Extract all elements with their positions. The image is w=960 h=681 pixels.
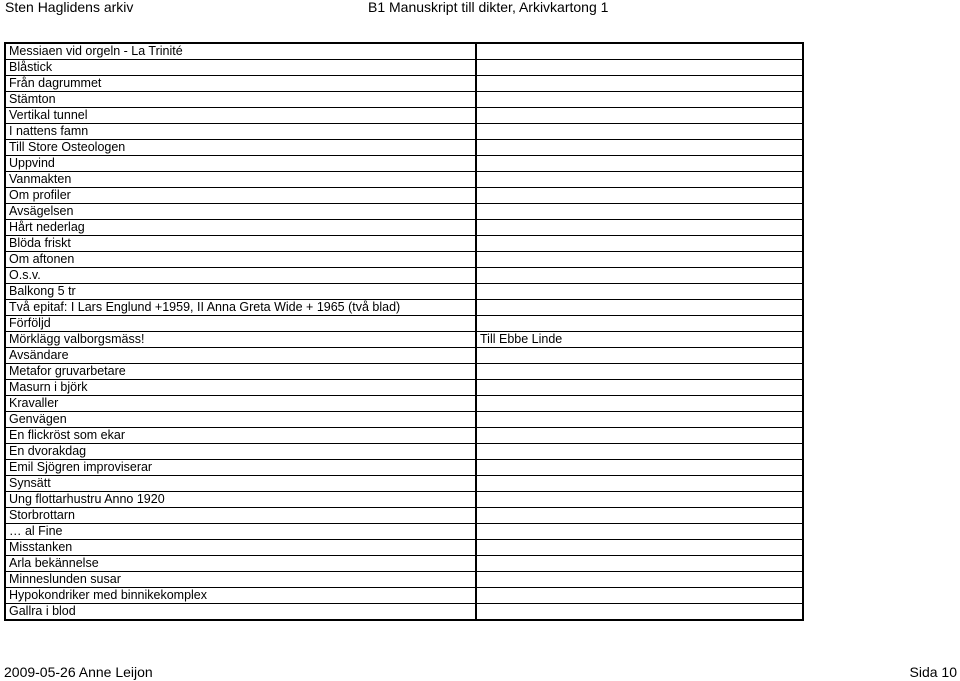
manuscript-note-cell — [476, 284, 803, 300]
table-row — [5, 220, 803, 236]
table-row — [5, 476, 803, 492]
manuscript-note-cell — [476, 444, 803, 460]
table-row — [5, 412, 803, 428]
manuscript-note-cell — [476, 204, 803, 220]
manuscript-title-cell: Misstanken — [5, 540, 476, 556]
manuscript-note-cell — [476, 236, 803, 252]
table-row — [5, 556, 803, 572]
table-row — [5, 572, 803, 588]
manuscript-note-cell — [476, 556, 803, 572]
table-row — [5, 540, 803, 556]
manuscript-note-cell — [476, 380, 803, 396]
table-row — [5, 204, 803, 220]
manuscript-title-cell: Vanmakten — [5, 172, 476, 188]
table-row — [5, 268, 803, 284]
header-archive-name: Sten Haglidens arkiv — [5, 0, 134, 15]
manuscript-note-cell — [476, 108, 803, 124]
manuscript-title-cell: Hårt nederlag — [5, 220, 476, 236]
manuscript-note-cell — [476, 428, 803, 444]
manuscript-title-cell: Avsägelsen — [5, 204, 476, 220]
manuscript-title-cell: Masurn i björk — [5, 380, 476, 396]
table-row — [5, 524, 803, 540]
manuscript-note-cell — [476, 540, 803, 556]
manuscript-title-cell: Blöda friskt — [5, 236, 476, 252]
manuscript-title-cell: Kravaller — [5, 396, 476, 412]
table-row — [5, 316, 803, 332]
manuscript-title-cell: Synsätt — [5, 476, 476, 492]
table-row — [5, 284, 803, 300]
manuscript-note-cell — [476, 348, 803, 364]
manuscript-note-cell — [476, 412, 803, 428]
manuscript-note-cell — [476, 156, 803, 172]
table-row — [5, 332, 803, 348]
manuscript-note-cell — [476, 140, 803, 156]
manuscript-note-cell — [476, 300, 803, 316]
manuscript-title-cell: Arla bekännelse — [5, 556, 476, 572]
table-row — [5, 60, 803, 76]
manuscript-title-cell: Hypokondriker med binnikekomplex — [5, 588, 476, 604]
manuscript-title-cell: En flickröst som ekar — [5, 428, 476, 444]
manuscript-title-cell: Metafor gruvarbetare — [5, 364, 476, 380]
table-row — [5, 300, 803, 316]
manuscript-note-cell — [476, 268, 803, 284]
manuscript-note-cell — [476, 76, 803, 92]
manuscript-note-cell — [476, 572, 803, 588]
manuscript-title-cell: Messiaen vid orgeln - La Trinité — [5, 43, 476, 60]
manuscript-note-cell — [476, 604, 803, 621]
table-row — [5, 124, 803, 140]
manuscript-table-body — [5, 43, 803, 620]
manuscript-note-cell — [476, 188, 803, 204]
manuscript-note-cell — [476, 316, 803, 332]
manuscript-title-cell: Genvägen — [5, 412, 476, 428]
table-row — [5, 140, 803, 156]
manuscript-title-cell: Om aftonen — [5, 252, 476, 268]
table-row — [5, 396, 803, 412]
manuscript-table — [4, 42, 804, 621]
manuscript-title-cell: O.s.v. — [5, 268, 476, 284]
table-row — [5, 236, 803, 252]
table-row — [5, 460, 803, 476]
manuscript-note-cell — [476, 43, 803, 60]
manuscript-note-cell: Till Ebbe Linde — [476, 332, 803, 348]
manuscript-title-cell: Två epitaf: I Lars Englund +1959, II Anna Greta Wide + 1965 (två blad) — [5, 300, 476, 316]
manuscript-title-cell: Emil Sjögren improviserar — [5, 460, 476, 476]
manuscript-note-cell — [476, 492, 803, 508]
manuscript-title-cell: Förföljd — [5, 316, 476, 332]
table-row — [5, 428, 803, 444]
table-row — [5, 492, 803, 508]
table-row — [5, 172, 803, 188]
footer-date-author: 2009-05-26 Anne Leijon — [4, 664, 153, 680]
manuscript-title-cell: Från dagrummet — [5, 76, 476, 92]
table-row — [5, 252, 803, 268]
manuscript-title-cell: … al Fine — [5, 524, 476, 540]
manuscript-title-cell: Till Store Osteologen — [5, 140, 476, 156]
manuscript-note-cell — [476, 92, 803, 108]
table-row — [5, 43, 803, 60]
manuscript-note-cell — [476, 588, 803, 604]
manuscript-title-cell: Vertikal tunnel — [5, 108, 476, 124]
manuscript-title-cell: Ung flottarhustru Anno 1920 — [5, 492, 476, 508]
manuscript-note-cell — [476, 364, 803, 380]
manuscript-title-cell: Avsändare — [5, 348, 476, 364]
manuscript-note-cell — [476, 172, 803, 188]
manuscript-title-cell: Stämton — [5, 92, 476, 108]
table-row — [5, 76, 803, 92]
manuscript-title-cell: Gallra i blod — [5, 604, 476, 621]
manuscript-note-cell — [476, 252, 803, 268]
manuscript-note-cell — [476, 396, 803, 412]
table-row — [5, 92, 803, 108]
footer-page-number: Sida 10 — [909, 664, 957, 680]
table-row — [5, 604, 803, 621]
table-row — [5, 444, 803, 460]
manuscript-note-cell — [476, 124, 803, 140]
table-row — [5, 364, 803, 380]
manuscript-title-cell: Om profiler — [5, 188, 476, 204]
manuscript-title-cell: Blåstick — [5, 60, 476, 76]
table-row — [5, 380, 803, 396]
table-row — [5, 348, 803, 364]
table-row — [5, 156, 803, 172]
manuscript-note-cell — [476, 220, 803, 236]
manuscript-note-cell — [476, 476, 803, 492]
manuscript-title-cell: En dvorakdag — [5, 444, 476, 460]
manuscript-title-cell: I nattens famn — [5, 124, 476, 140]
manuscript-note-cell — [476, 460, 803, 476]
manuscript-title-cell: Mörklägg valborgsmäss! — [5, 332, 476, 348]
manuscript-note-cell — [476, 60, 803, 76]
header-document-title: B1 Manuskript till dikter, Arkivkartong 1 — [368, 0, 609, 15]
manuscript-title-cell: Minneslunden susar — [5, 572, 476, 588]
manuscript-note-cell — [476, 508, 803, 524]
manuscript-title-cell: Uppvind — [5, 156, 476, 172]
table-row — [5, 188, 803, 204]
table-row — [5, 508, 803, 524]
table-row — [5, 588, 803, 604]
table-row — [5, 108, 803, 124]
manuscript-note-cell — [476, 524, 803, 540]
manuscript-title-cell: Storbrottarn — [5, 508, 476, 524]
manuscript-title-cell: Balkong 5 tr — [5, 284, 476, 300]
